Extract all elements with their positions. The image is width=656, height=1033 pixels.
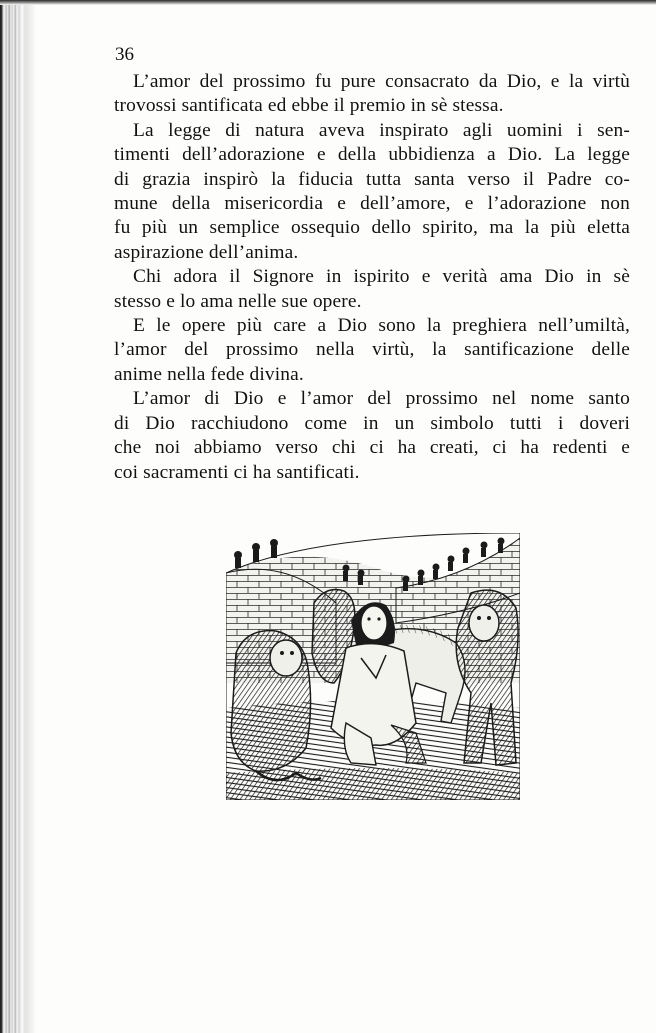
text-line: anime nella fede divina. xyxy=(114,363,304,385)
text-line: mune della misericordia e dell’amore, e l’adorazione non xyxy=(114,193,630,215)
page-number: 36 xyxy=(115,44,134,65)
text-line: L’amor di Dio e l’amor del prossimo nel nome santo xyxy=(133,388,630,410)
text-line: L’amor del prossimo fu pure consacrato da Dio, e la virtù xyxy=(133,71,630,92)
text-line: trovossi santificata ed ebbe il premio in sè stessa. xyxy=(114,95,504,117)
text-line: E le opere più care a Dio sono la preghiera nell’umiltà, xyxy=(133,315,630,337)
paragraph xyxy=(114,70,630,119)
text-line: che noi abbiamo verso chi ci ha creati, ci ha redenti e xyxy=(114,437,630,459)
text-line: stesso e lo ama nelle sue opere. xyxy=(114,290,362,312)
text-line: aspirazione dell’anima. xyxy=(114,241,299,263)
paragraph xyxy=(114,119,630,265)
text-line: l’amor del prossimo nella virtù, la santificazione delle xyxy=(114,339,630,361)
text-line: fu più un semplice ossequio dello spirito, ma la più eletta xyxy=(114,217,630,239)
text-line: di grazia inspirò la fiducia tutta santa verso il Padre co- xyxy=(114,168,630,190)
page-top-edge xyxy=(0,0,656,5)
text-line: di Dio racchiudono come in un simbolo tutti i doveri xyxy=(114,412,630,434)
paragraph xyxy=(114,314,630,387)
text-line: coi sacramenti ci ha santificati. xyxy=(114,461,360,483)
text-line: La legge di natura aveva inspirato agli uomini i sen- xyxy=(133,119,630,141)
paragraph xyxy=(114,387,630,485)
engraving-illustration xyxy=(226,533,520,800)
text-line: timenti dell’adorazione e della ubbidienza a Dio. La legge xyxy=(114,144,630,166)
paragraph xyxy=(114,265,630,314)
text-line: Chi adora il Signore in ispirito e verità ama Dio in sè xyxy=(133,266,630,288)
body-text xyxy=(114,70,630,485)
book-spine-edge xyxy=(0,0,36,1033)
